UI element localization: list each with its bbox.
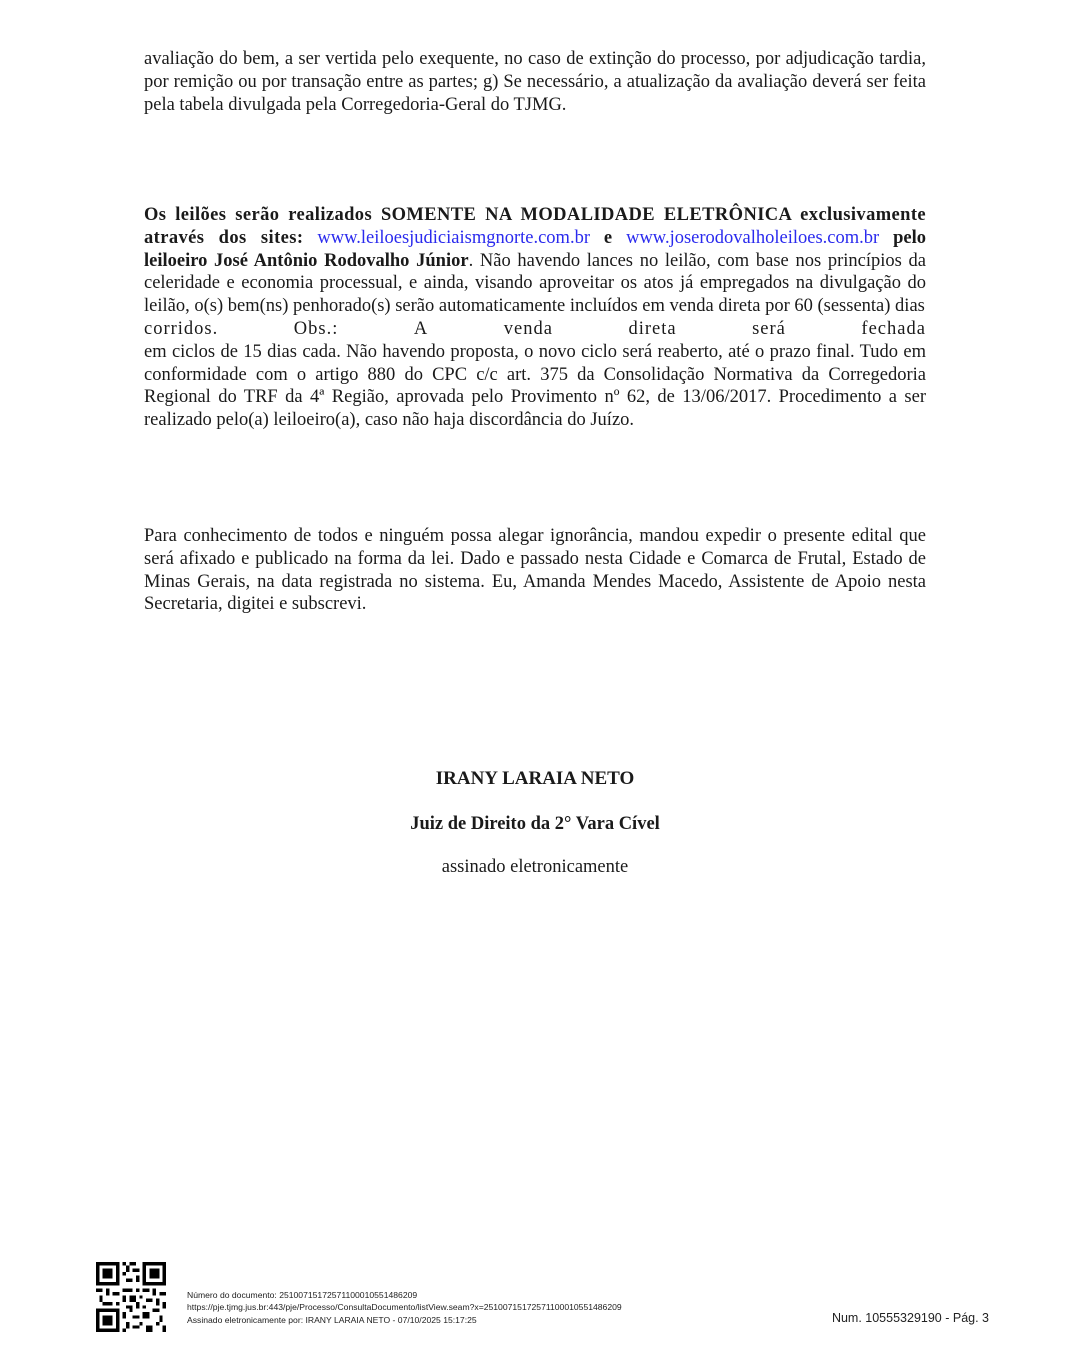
obs-word: fechada <box>861 318 926 339</box>
link-leiloesjudiciais[interactable]: www.leiloesjudiciaismgnorte.com.br <box>317 227 590 248</box>
signature-note: assinado eletronicamente <box>441 857 629 877</box>
obs-word: A <box>413 318 429 339</box>
conjunction: e <box>603 227 613 248</box>
signatory-role: Juiz de Direito da 2° Vara Cível <box>410 814 660 834</box>
auctioneer-name: pelo leiloeiro José Antônio Rodovalho Júnior <box>144 227 927 271</box>
obs-word: corridos. <box>144 318 219 339</box>
auction-text-a: . Não havendo lances no leilão, com base nos princípios da celeridade e economia processual, e ainda, visando aproveitar os atos já empregados na divulgação do leilão, o(s) bem(ns) penhorado(s) serão automaticamente incluídos em venda direta por 60 (sessenta) dias <box>144 250 927 317</box>
paragraph-evaluation: avaliação do bem, a ser vertida pelo exequente, no caso de extinção do processo, por adjudicação tardia, por remição ou por transação entre as partes; g) Se necessário, a atualização da avaliação deverá ser feita pela tabela divulgada pela Corregedoria-Geral do TJMG. <box>144 49 926 115</box>
paragraph-auctions <box>144 204 926 432</box>
document-footer <box>187 1289 622 1326</box>
qr-code-icon <box>96 1262 166 1332</box>
signatory-name: IRANY LARAIA NETO <box>435 768 635 789</box>
auction-text-b: em ciclos de 15 dias cada. Não havendo proposta, o novo ciclo será reaberto, até o prazo final. Tudo em conformidade com o artigo 880 do CPC c/c art. 375 da Consolidação Normativa da Corregedoria Regional do TRF da 4ª Região, aprovada pelo Provimento nº 62, de 13/06/2017. Procedimento a ser realizado pelo(a) leiloeiro(a), caso não haja discordância do Juízo. <box>144 341 926 431</box>
page-reference: Num. 10555329190 - Pág. 3 <box>831 1311 989 1325</box>
obs-word: venda <box>503 318 553 339</box>
document-number: Número do documento: 25100715172571100010551486209 <box>187 1290 418 1300</box>
paragraph-closing: Para conhecimento de todos e ninguém possa alegar ignorância, mandou expedir o presente edital que será afixado e publicado na forma da lei. Dado e passado nesta Cidade e Comarca de Frutal, Estado de Minas Gerais, na data registrada no sistema. Eu, Amanda Mendes Macedo, Assistente de Apoio nesta Secretaria, digitei e subscrevi. <box>144 526 926 615</box>
obs-word: direta <box>628 318 677 339</box>
obs-word: Obs.: <box>293 318 339 339</box>
signed-by: Assinado eletronicamente por: IRANY LARAIA NETO - 07/10/2025 15:17:25 <box>187 1314 477 1325</box>
auction-intro-bold: Os leilões serão realizados SOMENTE NA MODALIDADE ELETRÔNICA exclusivamente através dos sites: <box>144 205 926 248</box>
obs-line <box>144 318 926 341</box>
link-joserodovalho[interactable]: www.joserodovalholeiloes.com.br <box>626 227 880 248</box>
document-url[interactable]: https://pje.tjmg.jus.br:443/pje/Processo/ConsultaDocumento/listView.seam?x=25100715172571100010551486209 <box>187 1302 622 1313</box>
obs-word: será <box>752 318 786 339</box>
